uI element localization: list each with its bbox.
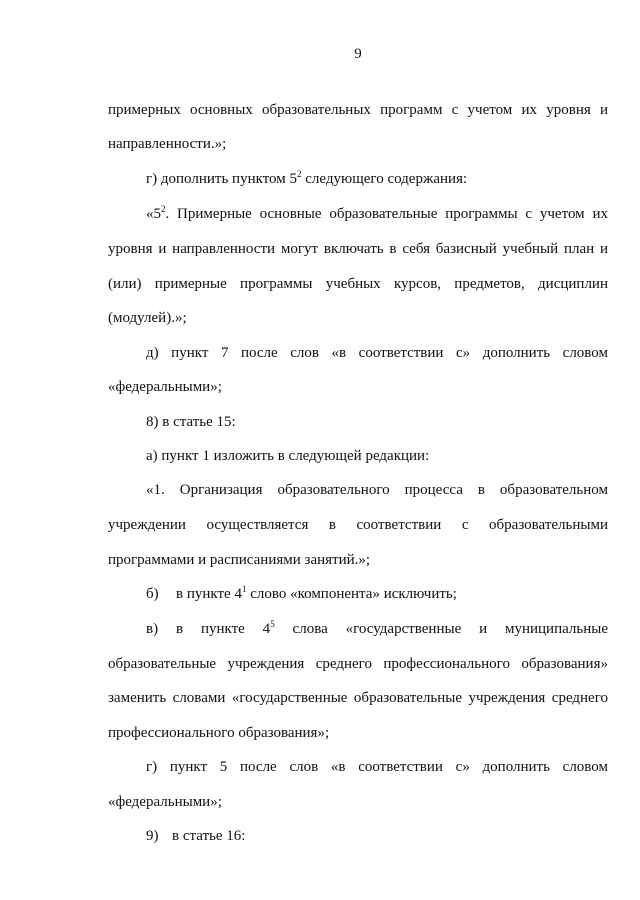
text-line: (модулей).»; <box>108 310 187 326</box>
text-fragment: следующего содержания: <box>301 171 468 187</box>
superscript: 2 <box>297 169 302 179</box>
text-line: 8) в статье 15: <box>146 414 236 430</box>
superscript: 2 <box>161 204 166 214</box>
text-fragment: в пункте 4 <box>176 621 271 637</box>
text-line: г) пункт 5 после слов «в соответствии с» дополнить словом <box>146 759 608 775</box>
text-line: программами и расписаниями занятий.»; <box>108 552 371 568</box>
text-fragment: г) дополнить пунктом 5 <box>146 171 298 187</box>
list-marker: б) <box>146 586 159 602</box>
page-number: 9 <box>354 46 362 62</box>
text-line <box>146 826 608 846</box>
text-fragment: в пункте 4 <box>176 586 242 602</box>
superscript: 5 <box>270 619 275 629</box>
text-line: образовательные учреждения среднего профессионального образования» <box>108 656 608 672</box>
text-fragment: слово «компонента» исключить; <box>246 586 457 602</box>
text-line: учреждении осуществляется в соответствии с образовательными <box>108 517 608 533</box>
text-fragment: «5 <box>146 206 161 222</box>
text-line: примерных основных образовательных программ с учетом их уровня и <box>108 102 608 118</box>
text-fragment: слова «государственные и муниципальные <box>274 621 608 637</box>
text-line: а) пункт 1 изложить в следующей редакции: <box>146 448 430 464</box>
text-line: (или) примерные программы учебных курсов, предметов, дисциплин <box>108 276 608 292</box>
text-line: «федеральными»; <box>108 794 222 810</box>
text-line <box>146 169 608 189</box>
text-fragment: в статье 16: <box>172 828 246 844</box>
superscript: 1 <box>241 584 247 594</box>
text-line: «1. Организация образовательного процесса в образовательном <box>146 482 608 498</box>
text-line <box>146 584 608 604</box>
text-fragment: . Примерные основные образовательные программы с учетом их <box>165 206 608 222</box>
text-line: направленности.»; <box>108 136 227 152</box>
text-line: профессионального образования»; <box>108 725 330 741</box>
text-line: заменить словами «государственные образовательные учреждения среднего <box>108 690 608 706</box>
list-marker: в) <box>146 621 159 637</box>
text-line: «федеральными»; <box>108 379 222 395</box>
text-line: д) пункт 7 после слов «в соответствии с» дополнить словом <box>146 345 608 361</box>
text-line <box>146 204 608 224</box>
text-line: уровня и направленности могут включать в себя базисный учебный план и <box>108 241 608 257</box>
text-line <box>146 619 608 639</box>
list-marker: 9) <box>146 828 159 844</box>
